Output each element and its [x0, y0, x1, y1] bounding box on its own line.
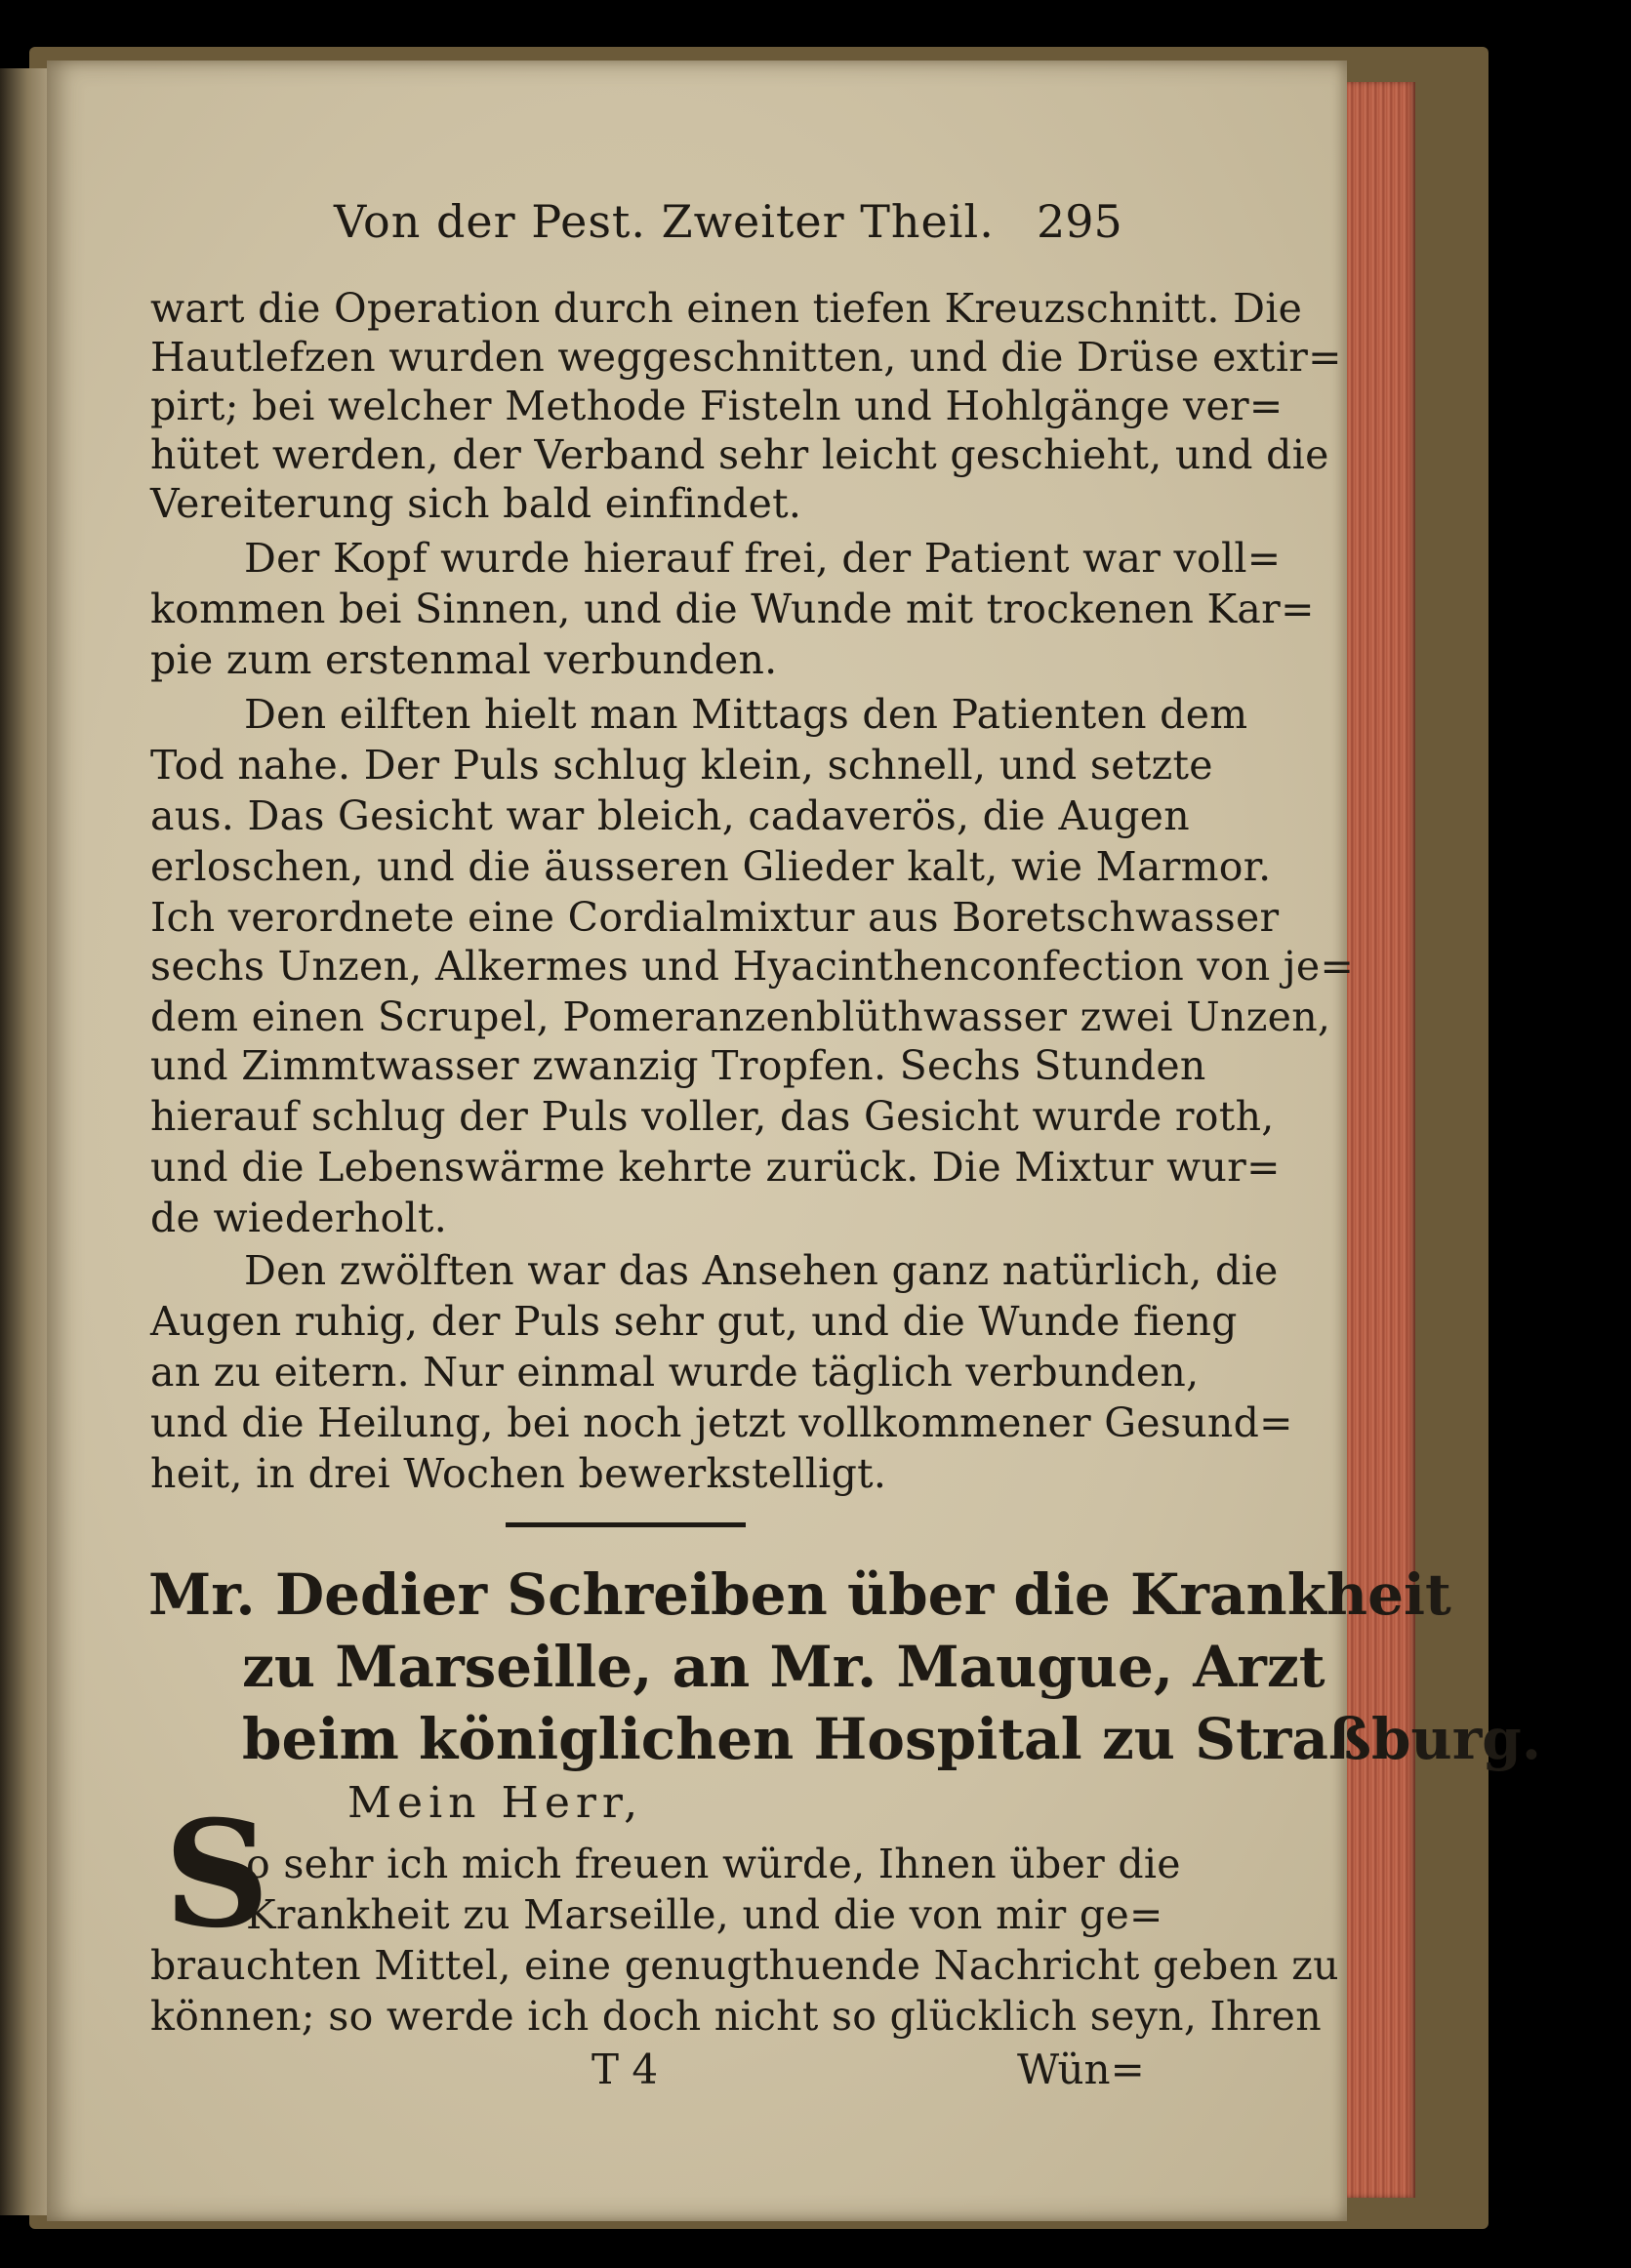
body-line: Den zwölften war das Ansehen ganz natürlich, die [244, 1247, 1279, 1294]
signature-mark: T 4 [591, 2045, 659, 2093]
running-header: Von der Pest. Zweiter Theil. [334, 195, 995, 248]
body-line: Vereiterung sich bald einfindet. [150, 480, 802, 527]
body-line: Den eilften hielt man Mittags den Patienten dem [244, 691, 1248, 738]
body-line: sechs Unzen, Alkermes und Hyacinthenconfection von je= [150, 943, 1355, 990]
letter-line: Krankheit zu Marseille, und die von mir ge= [246, 1891, 1163, 1938]
letter-salutation: Mein Herr, [347, 1778, 644, 1828]
red-page-edges [1347, 82, 1415, 2198]
body-line: hierauf schlug der Puls voller, das Gesicht wurde roth, [150, 1093, 1275, 1140]
body-line: Augen ruhig, der Puls sehr gut, und die Wunde fieng [150, 1298, 1238, 1345]
body-line: de wiederholt. [150, 1195, 448, 1241]
body-line: wart die Operation durch einen tiefen Kreuzschnitt. Die [150, 285, 1303, 332]
body-line: dem einen Scrupel, Pomeranzenblüthwasser zwei Unzen, [150, 993, 1331, 1040]
body-line: pirt; bei welcher Methode Fisteln und Hohlgänge ver= [150, 383, 1284, 429]
body-line: Ich verordnete eine Cordialmixtur aus Boretschwasser [150, 894, 1280, 941]
section-heading-line: Mr. Dedier Schreiben über die Krankheit [148, 1561, 1451, 1628]
previous-page-edge [0, 68, 47, 2215]
letter-line: brauchten Mittel, eine genugthuende Nachricht geben zu [150, 1942, 1339, 1989]
page-number: 295 [1037, 195, 1122, 248]
body-line: pie zum erstenmal verbunden. [150, 636, 778, 683]
body-line: aus. Das Gesicht war bleich, cadaverös, die Augen [150, 792, 1190, 839]
body-line: und die Lebenswärme kehrte zurück. Die Mixtur wur= [150, 1144, 1281, 1191]
body-line: kommen bei Sinnen, und die Wunde mit trockenen Kar= [150, 586, 1315, 632]
letter-line: o sehr ich mich freuen würde, Ihnen über die [246, 1841, 1181, 1887]
section-heading-line: beim königlichen Hospital zu Straßburg. [242, 1706, 1542, 1772]
section-heading-line: zu Marseille, an Mr. Maugue, Arzt [242, 1634, 1325, 1700]
drop-cap: S [164, 1789, 270, 1961]
body-line: an zu eitern. Nur einmal wurde täglich verbunden, [150, 1349, 1200, 1396]
body-line: Der Kopf wurde hierauf frei, der Patient war voll= [244, 535, 1282, 582]
body-line: Tod nahe. Der Puls schlug klein, schnell, und setzte [150, 742, 1213, 789]
section-divider [506, 1522, 746, 1527]
body-line: hütet werden, der Verband sehr leicht geschieht, und die [150, 431, 1329, 478]
body-line: heit, in drei Wochen bewerkstelligt. [150, 1450, 887, 1497]
body-line: Hautlefzen wurden weggeschnitten, und die Drüse extir= [150, 334, 1342, 381]
catchword: Wün= [1017, 2045, 1145, 2093]
body-line: erloschen, und die äusseren Glieder kalt, wie Marmor. [150, 843, 1272, 890]
letter-line: können; so werde ich doch nicht so glücklich seyn, Ihren [150, 1993, 1322, 2040]
body-line: und die Heilung, bei noch jetzt vollkommener Gesund= [150, 1399, 1293, 1446]
body-line: und Zimmtwasser zwanzig Tropfen. Sechs Stunden [150, 1042, 1206, 1089]
